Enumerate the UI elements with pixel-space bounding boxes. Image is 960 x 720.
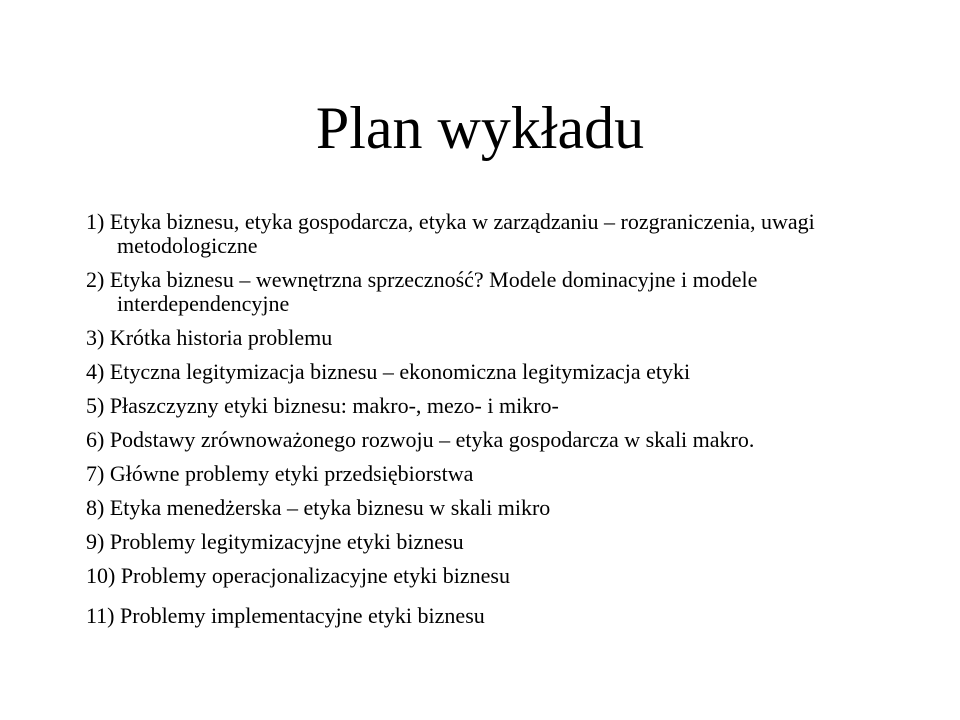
agenda-item-1: 1) Etyka biznesu, etyka gospodarcza, etyka w zarządzaniu – rozgraniczenia, uwagi metodologiczne [86, 209, 815, 258]
slide-title: Plan wykładu [315, 95, 645, 161]
agenda-list [86, 210, 846, 638]
agenda-item-8: 8) Etyka menedżerska – etyka biznesu w skali mikro [86, 495, 551, 520]
agenda-item-3: 3) Krótka historia problemu [86, 325, 333, 350]
agenda-item-5: 5) Płaszczyzny etyki biznesu: makro-, mezo- i mikro- [86, 393, 559, 418]
agenda-item-4: 4) Etyczna legitymizacja biznesu – ekonomiczna legitymizacja etyki [86, 359, 691, 384]
agenda-item-10: 10) Problemy operacjonalizacyjne etyki biznesu [86, 563, 510, 588]
agenda-item-2: 2) Etyka biznesu – wewnętrzna sprzeczność? Modele dominacyjne i modele interdependencyjne [86, 267, 758, 316]
agenda-item-11: 11) Problemy implementacyjne etyki biznesu [86, 603, 485, 628]
agenda-item-6: 6) Podstawy zrównoważonego rozwoju – etyka gospodarcza w skali makro. [86, 427, 755, 452]
agenda-item-7: 7) Główne problemy etyki przedsiębiorstwa [86, 461, 474, 486]
agenda-item-9: 9) Problemy legitymizacyjne etyki biznesu [86, 529, 464, 554]
